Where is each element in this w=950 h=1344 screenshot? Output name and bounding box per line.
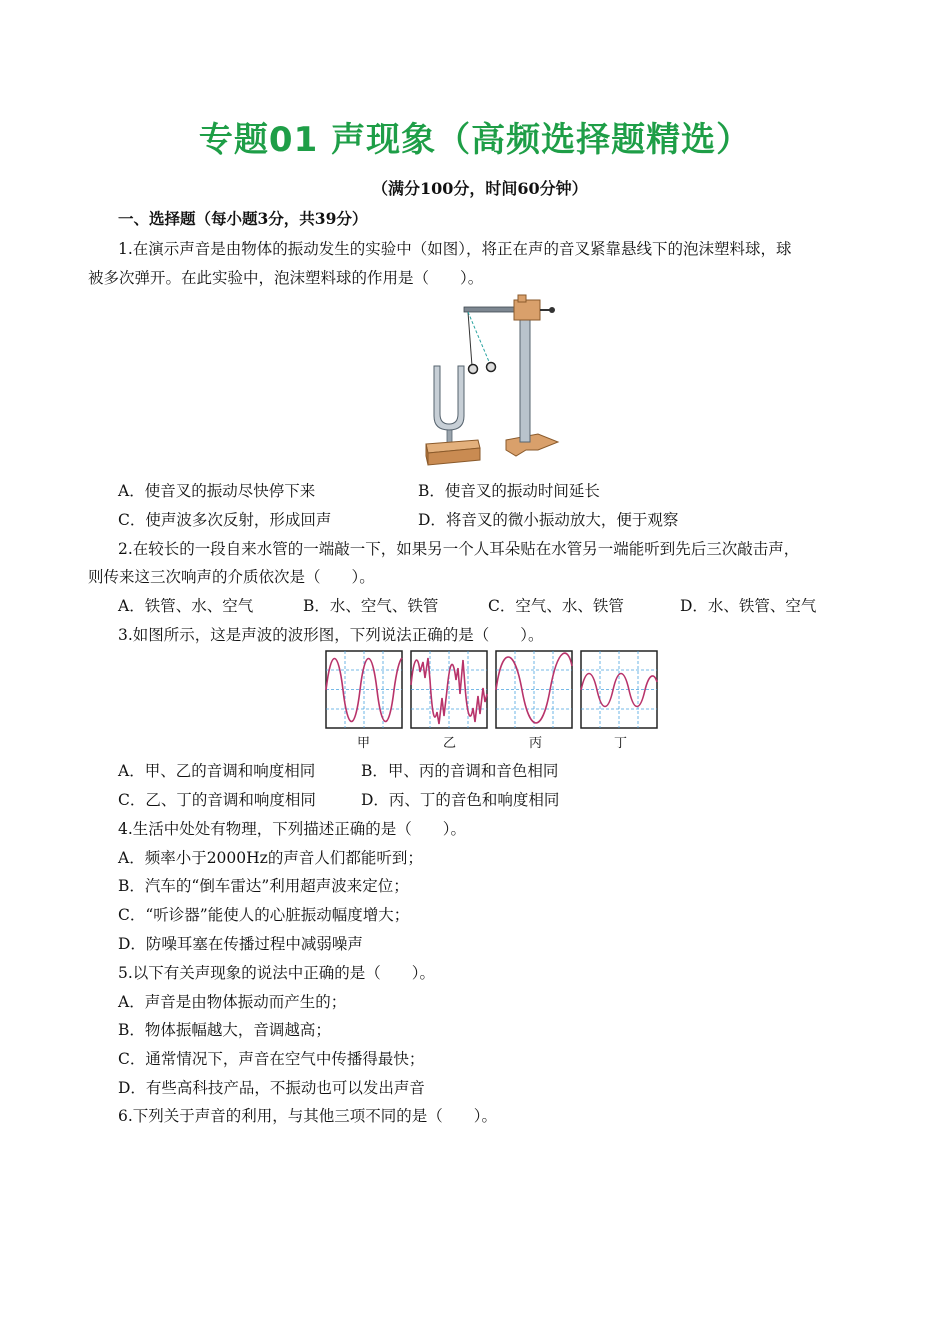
q4-option-a: A．频率小于2000Hz的声音人们都能听到； xyxy=(118,849,423,867)
section-heading: 一、选择题（每小题3分，共39分） xyxy=(118,209,368,228)
q1-option-b: B．使音叉的振动时间延长 xyxy=(418,482,600,500)
tuning-fork-figure xyxy=(418,290,566,470)
waveform-panel-bing xyxy=(496,651,572,728)
q6-stem: 6.下列关于声音的利用，与其他三项不同的是（ ）。 xyxy=(118,1107,498,1125)
q1-option-c: C．使声波多次反射，形成回声 xyxy=(118,511,332,529)
q3-option-d: D．丙、丁的音色和响度相同 xyxy=(361,791,560,809)
q2-stem-line2: 则传来这三次响声的介质依次是（ ）。 xyxy=(88,568,375,586)
q3-option-c: C．乙、丁的音调和响度相同 xyxy=(118,791,316,809)
q4-option-b: B．汽车的“倒车雷达”利用超声波来定位； xyxy=(118,877,409,895)
q2-option-b: B．水、空气、铁管 xyxy=(303,597,439,615)
q5-option-a: A．声音是由物体振动而产生的； xyxy=(118,993,347,1011)
q5-option-c: C．通常情况下，声音在空气中传播得最快； xyxy=(118,1050,425,1068)
q1-stem-line2: 被多次弹开。在此实验中，泡沫塑料球的作用是（ ）。 xyxy=(88,269,484,287)
q3-stem: 3.如图所示，这是声波的波形图，下列说法正确的是（ ）。 xyxy=(118,626,544,644)
wave-label-yi: 乙 xyxy=(443,736,457,751)
q5-option-b: B．物体振幅越大，音调越高； xyxy=(118,1021,331,1039)
q1-option-d: D．将音叉的微小振动放大，便于观察 xyxy=(418,511,679,529)
waveform-figure xyxy=(324,650,660,730)
waveform-panel-jia xyxy=(326,651,402,728)
q3-option-a: A．甲、乙的音调和响度相同 xyxy=(118,762,316,780)
q3-option-b: B．甲、丙的音调和音色相同 xyxy=(361,762,559,780)
q4-stem: 4.生活中处处有物理，下列描述正确的是（ ）。 xyxy=(118,820,467,838)
waveform-panel-yi xyxy=(411,651,487,728)
q2-option-d: D．水、铁管、空气 xyxy=(680,597,817,615)
q4-option-c: C．“听诊器”能使人的心脏振动幅度增大； xyxy=(118,906,410,924)
q5-option-d: D．有些高科技产品，不振动也可以发出声音 xyxy=(118,1079,425,1097)
q2-option-a: A．铁管、水、空气 xyxy=(118,597,254,615)
q4-option-d: D．防噪耳塞在传播过程中减弱噪声 xyxy=(118,935,363,953)
q1-stem-line1: 1.在演示声音是由物体的振动发生的实验中（如图），将正在声的音叉紧靠悬线下的泡沫塑料球，球 xyxy=(118,240,792,258)
q5-stem: 5.以下有关声现象的说法中正确的是（ ）。 xyxy=(118,964,436,982)
score-time-note: （满分100分，时间60分钟） xyxy=(372,179,588,198)
q2-option-c: C．空气、水、铁管 xyxy=(488,597,624,615)
q1-option-a: A．使音叉的振动尽快停下来 xyxy=(118,482,316,500)
wave-label-bing: 丙 xyxy=(529,736,543,751)
wave-label-jia: 甲 xyxy=(357,736,371,751)
waveform-panel-ding xyxy=(581,651,657,728)
wave-label-ding: 丁 xyxy=(614,736,628,751)
page-title: 专题01 声现象（高频选择题精选） xyxy=(198,120,752,160)
q2-stem-line1: 2.在较长的一段自来水管的一端敲一下，如果另一个人耳朵贴在水管另一端能听到先后三次敲击声， xyxy=(118,540,800,558)
